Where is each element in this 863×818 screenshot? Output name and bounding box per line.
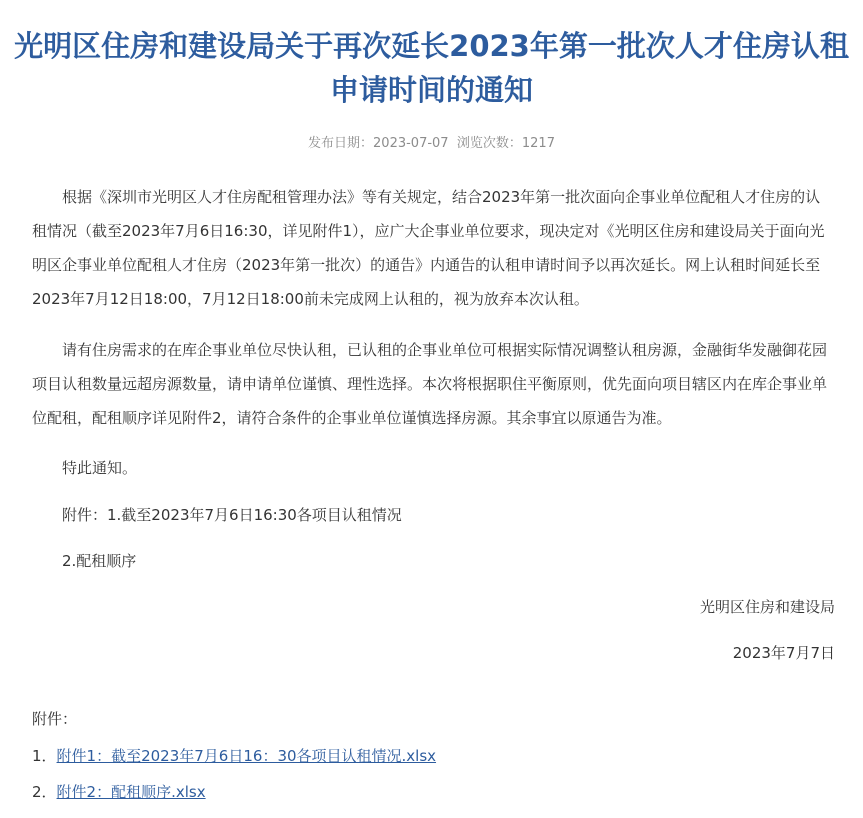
attachment-link-1[interactable]: 附件1：截至2023年7月6日16：30各项目认租情况.xlsx bbox=[56, 747, 437, 765]
closing-text: 特此通知。 bbox=[62, 459, 138, 477]
view-count: 1217 bbox=[521, 136, 555, 151]
attachment-item bbox=[32, 744, 436, 768]
paragraph-2: 请有住房需求的在库企事业单位尽快认租，已认租的企事业单位可根据实际情况调整认租房源，金融街华发融御花园项目认租数量远超房源数量，请申请单位谨慎、理性选择。本次将根据职住平衡原则，优先面向项目辖区内在库企事业单位配租，配租顺序详见附件2，请符合条件的企事业单位谨慎选择房源。其余事宜以原通告为准。 bbox=[32, 341, 828, 427]
publish-date-label: 发布日期： bbox=[308, 136, 374, 151]
page-title: 光明区住房和建设局关于再次延长2023年第一批次人才住房认租申请时间的通知 bbox=[14, 29, 849, 107]
signature-org: 光明区住房和建设局 bbox=[699, 598, 835, 616]
attachment-note-1: 附件：1.截至2023年7月6日16:30各项目认租情况 bbox=[62, 506, 402, 524]
attachments-label: 附件： bbox=[32, 710, 78, 728]
attachment-index: 2． bbox=[32, 783, 57, 801]
attachment-index: 1． bbox=[32, 747, 57, 765]
attachment-item bbox=[32, 780, 206, 804]
paragraph-1: 根据《深圳市光明区人才住房配租管理办法》等有关规定，结合2023年第一批次面向企事业单位配租人才住房的认租情况（截至2023年7月6日16:30，详见附件1），应广大企事业单位要求，现决定对《光明区住房和建设局关于面向光明区企事业单位配租人才住房（2023年第一批次）的通告》内通告的认租申请时间予以再次延长。网上认租时间延长至2023年7月12日18:00，7月12日18:00前未完成网上认租的，视为放弃本次认租。 bbox=[32, 188, 825, 308]
view-count-label: 浏览次数： bbox=[456, 136, 522, 151]
attachment-link-2[interactable]: 附件2：配租顺序.xlsx bbox=[56, 783, 206, 801]
publish-date: 2023-07-07 bbox=[373, 136, 449, 151]
signature-date: 2023年7月7日 bbox=[732, 644, 835, 662]
attachment-note-2: 2.配租顺序 bbox=[62, 552, 137, 570]
article-meta bbox=[0, 134, 863, 154]
